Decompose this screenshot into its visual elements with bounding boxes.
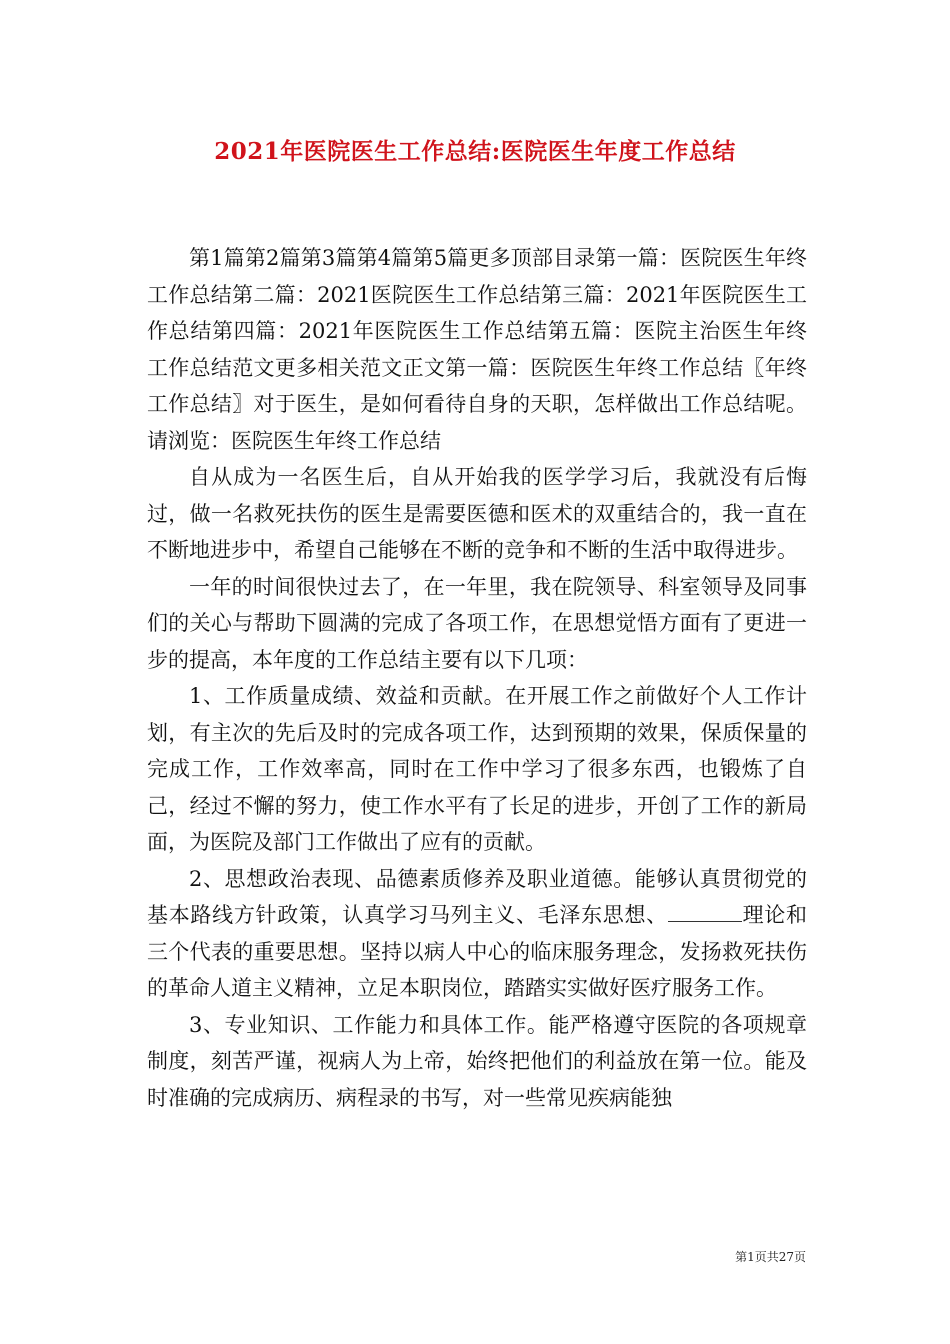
paragraph-item-2-part-1: 2、思想政治表现、品德素质修养及职业道德。能够认真贯彻党的基本路线方针政策，认真学习马列主义、毛泽东思想、 — [147, 866, 807, 927]
paragraph-year-summary: 一年的时间很快过去了，在一年里，我在院领导、科室领导及同事们的关心与帮助下圆满的完成了各项工作，在思想觉悟方面有了更进一步的提高，本年度的工作总结主要有以下几项： — [147, 574, 807, 672]
paragraph-toc: 第1篇第2篇第3篇第4篇第5篇更多顶部目录第一篇：医院医生年终工作总结第二篇：2021医院医生工作总结第三篇：2021年医院医生工作总结第四篇：2021年医院医生工作总结第五篇：医院主治医生年终工作总结范文更多相关范文正文第一篇：医院医生年终工作总结〖年终工作总结〗对于医生，是如何看待自身的天职，怎样做出工作总结呢。请浏览：医院医生年终工作总结 — [147, 246, 807, 453]
paragraph-item-1: 1、工作质量成绩、效益和贡献。在开展工作之前做好个人工作计划，有主次的先后及时的完成各项工作，达到预期的效果，保质保量的完成工作，工作效率高，同时在工作中学习了很多东西，也锻炼了自己，经过不懈的努力，使工作水平有了长足的进步，开创了工作的新局面，为医院及部门工作做出了应有的贡献。 — [147, 684, 807, 854]
paragraph-intro: 自从成为一名医生后，自从开始我的医学学习后，我就没有后悔过，做一名救死扶伤的医生是需要医德和医术的双重结合的，我一直在不断地进步中，希望自己能够在不断的竞争和不断的生活中取得进步。 — [147, 465, 807, 562]
page-number: 第1页共27页 — [735, 1250, 806, 1264]
fill-in-blank — [668, 903, 742, 922]
document-title: 2021年医院医生工作总结:医院医生年度工作总结 — [214, 138, 736, 165]
document-body — [147, 240, 807, 1116]
paragraph-item-3: 3、专业知识、工作能力和具体工作。能严格遵守医院的各项规章制度，刻苦严谨，视病人为上帝，始终把他们的利益放在第一位。能及时准确的完成病历、病程录的书写，对一些常见疾病能独 — [147, 1012, 807, 1110]
paragraph-item-2 — [147, 861, 807, 1007]
paragraph-item-2-part-2: 理论和三个代表的重要思想。坚持以病人中心的临床服务理念，发扬救死扶伤的革命人道主义精神，立足本职岗位，踏踏实实做好医疗服务工作。 — [147, 903, 808, 1000]
